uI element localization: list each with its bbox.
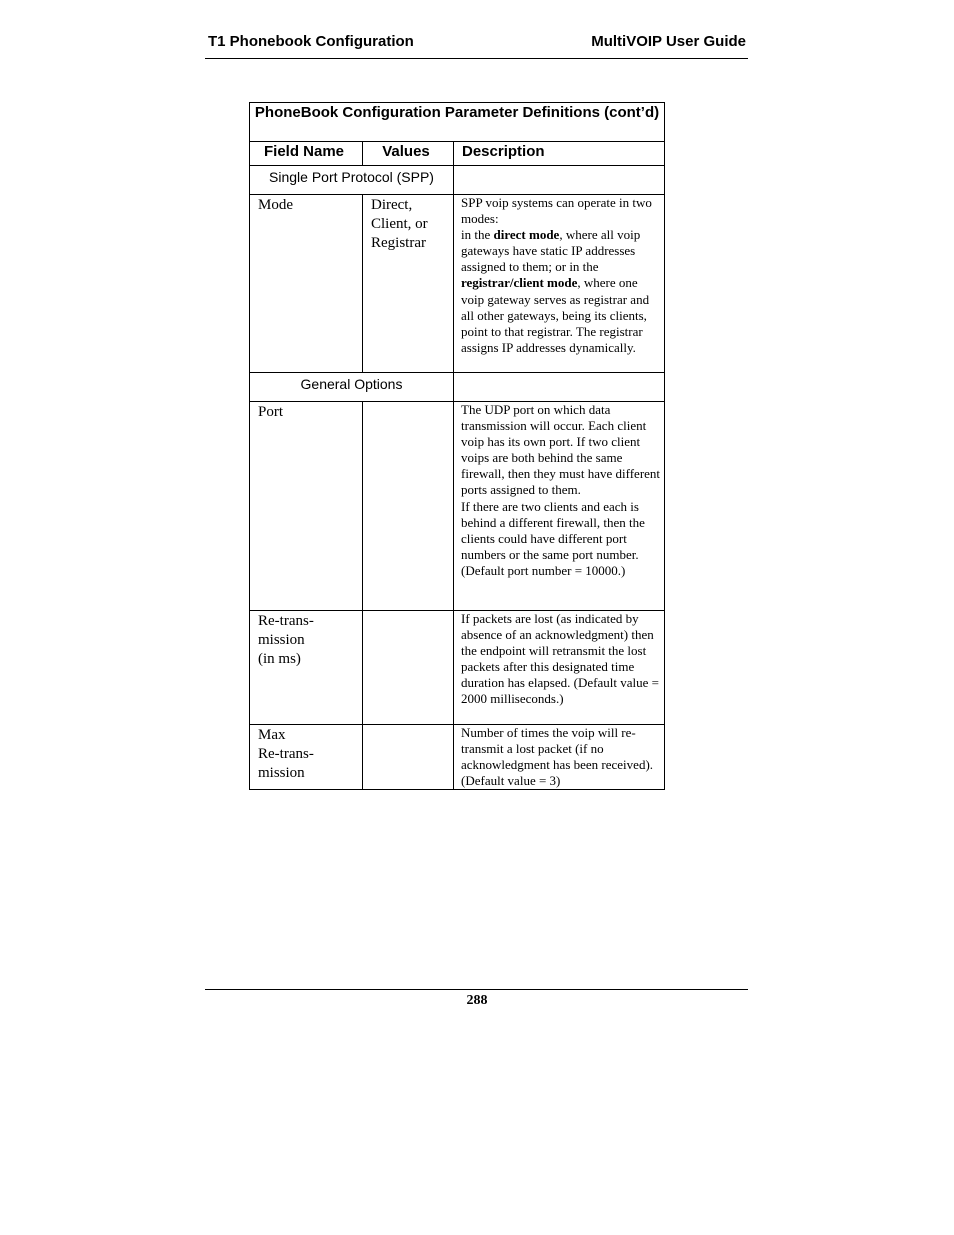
field-description-port: The UDP port on which data transmission will occur. Each client voip has its own port. If two client voips are both behind the same firewall, then they must have different ports assigned to them. If there are two clients and each is behind a different firewall, then the clients could have different port numbers or the same port number. (Default port number = 10000.) xyxy=(454,402,665,611)
field-name-max-retransmission: Max Re-trans- mission xyxy=(250,725,363,790)
section-label-spp-blank xyxy=(454,166,665,195)
field-description-mode: SPP voip systems can operate in two modes: in the direct mode, where all voip gateways have static IP addresses assigned to them; or in the registrar/client mode, where one voip gateway serves as registrar and all other gateways, being its clients, point to that registrar. The registrar assigns IP addresses dynamically. xyxy=(454,195,665,373)
field-description-max-retransmission: Number of times the voip will re-transmit a lost packet (if no acknowledgment has been received). (Default value = 3) xyxy=(454,725,665,790)
section-label-general-options-blank xyxy=(454,373,665,402)
field-values-mode: Direct, Client, or Registrar xyxy=(363,195,454,373)
table-title: PhoneBook Configuration Parameter Definitions (cont’d) xyxy=(250,103,665,142)
column-header-description: Description xyxy=(454,142,665,166)
footer-divider xyxy=(205,989,748,990)
section-label-general-options: General Options xyxy=(250,373,454,402)
field-name-mode: Mode xyxy=(250,195,363,373)
parameter-definitions-table xyxy=(249,102,665,790)
table-row-port xyxy=(250,402,665,611)
field-values-max-retransmission xyxy=(363,725,454,790)
header-document-title: MultiVOIP User Guide xyxy=(591,33,746,50)
field-values-retransmission xyxy=(363,611,454,725)
field-values-port xyxy=(363,402,454,611)
table-row-mode xyxy=(250,195,665,373)
field-name-retransmission: Re-trans- mission (in ms) xyxy=(250,611,363,725)
page-number: 288 xyxy=(466,993,488,1008)
section-label-spp: Single Port Protocol (SPP) xyxy=(250,166,454,195)
table-row-retransmission xyxy=(250,611,665,725)
column-header-values: Values xyxy=(363,142,454,166)
field-description-retransmission: If packets are lost (as indicated by absence of an acknowledgment) then the endpoint will retransmit the lost packets after this designated time duration has elapsed. (Default value = 2000 milliseconds.) xyxy=(454,611,665,725)
page-header xyxy=(205,33,748,59)
field-name-port: Port xyxy=(250,402,363,611)
column-header-field-name: Field Name xyxy=(250,142,363,166)
table-row-max-retransmission xyxy=(250,725,665,790)
header-section-title: T1 Phonebook Configuration xyxy=(208,33,414,50)
